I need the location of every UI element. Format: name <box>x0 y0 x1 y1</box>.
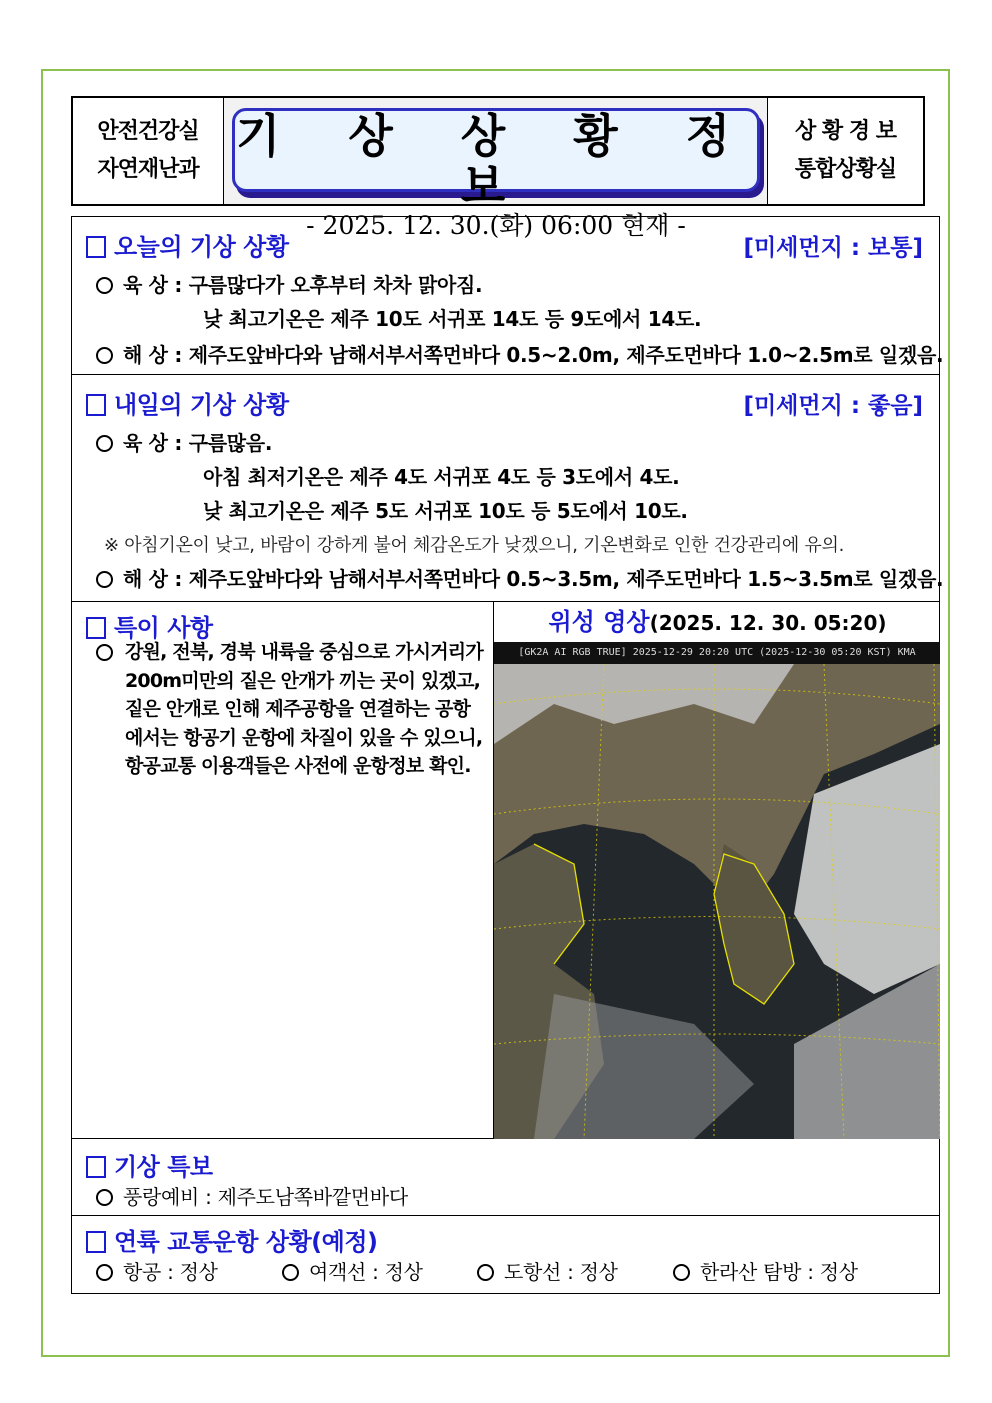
warning-heading <box>86 1147 213 1182</box>
circle-bullet-icon <box>96 1189 113 1206</box>
satellite-title <box>494 602 941 643</box>
heading-text: 기상 특보 <box>114 1153 213 1181</box>
text: 항공 : 정상 <box>123 1260 218 1284</box>
fine-dust-status: [미세먼지 : 보통] <box>743 235 923 261</box>
tomorrow-heading <box>86 385 289 420</box>
circle-bullet-icon <box>96 1264 113 1281</box>
heading-text: 내일의 기상 상황 <box>114 391 289 419</box>
traffic-ferry <box>282 1256 423 1285</box>
land-line-3: 낮 최고기온은 제주 5도 서귀포 10도 등 5도에서 10도. <box>203 499 688 523</box>
special-text <box>86 638 488 781</box>
checkbox-icon <box>86 394 106 416</box>
text-line: 항공교통 이용객들은 사전에 운항정보 확인. <box>125 755 471 777</box>
text: 여객선 : 정상 <box>309 1260 423 1284</box>
dept-left <box>73 98 223 204</box>
text-line: 에서는 항공기 운항에 차질이 있을 수 있으니, <box>125 726 483 749</box>
text: 한라산 탐방 : 정상 <box>700 1260 858 1284</box>
text-line: 강원, 전북, 경북 내륙을 중심으로 가시거리가 <box>125 641 483 663</box>
circle-bullet-icon <box>96 644 113 661</box>
title-banner <box>232 108 760 240</box>
text-line: 200m미만의 짙은 안개가 끼는 곳이 있겠고, <box>125 669 481 692</box>
satellite-image <box>494 642 940 1139</box>
text: 제주도앞바다와 남해서부서쪽먼바다 0.5~2.0m, 제주도먼바다 1.0~2.5m로 일겠음. <box>188 343 944 367</box>
checkbox-icon <box>86 236 106 258</box>
heading-text: 연륙 교통운항 상황(예정) <box>114 1228 378 1256</box>
label: 해 상 : <box>123 567 183 591</box>
traffic-air <box>96 1256 218 1285</box>
sea-line <box>96 339 943 368</box>
dept-right <box>767 98 923 204</box>
land-line <box>96 427 272 456</box>
sea-line <box>96 563 943 592</box>
traffic-island-ferry <box>477 1256 618 1285</box>
land-line-2: 아침 최저기온은 제주 4도 서귀포 4도 등 3도에서 4도. <box>203 465 680 489</box>
today-heading <box>86 227 289 262</box>
label: 해 상 : <box>123 343 183 367</box>
heading-text: 오늘의 기상 상황 <box>114 233 289 261</box>
fine-dust-status: [미세먼지 : 좋음] <box>743 393 923 419</box>
heading-text: 특이 사항 <box>114 614 213 642</box>
dept-sub: 자연재난과 <box>97 157 199 182</box>
page-title: 기 상 상 황 정 보 <box>235 109 757 213</box>
satellite-caption: [GK2A AI RGB TRUE] 2025-12-29 20:20 UTC (2025-12-30 05:20 KST) KMA <box>494 642 940 664</box>
office-sub: 통합상황실 <box>794 157 897 182</box>
circle-bullet-icon <box>96 571 113 588</box>
report-datetime: - 2025. 12. 30.(화) 06:00 현재 - <box>306 211 686 240</box>
title-text: 위성 영상 <box>548 608 650 636</box>
label: 육 상 : <box>123 273 183 297</box>
circle-bullet-icon <box>96 435 113 452</box>
warning-line <box>96 1181 408 1210</box>
circle-bullet-icon <box>477 1264 494 1281</box>
office-name: 상 황 경 보 <box>795 119 896 144</box>
label: 육 상 : <box>123 431 183 455</box>
checkbox-icon <box>86 1231 106 1253</box>
special-section <box>72 602 939 1139</box>
text-line: 짙은 안개로 인해 제주공항을 연결하는 공항 <box>125 698 471 720</box>
title-cell <box>223 98 767 240</box>
tomorrow-section <box>72 375 944 602</box>
health-note: ※ 아침기온이 낮고, 바람이 강하게 불어 체감온도가 낮겠으니, 기온변화로 인한 건강관리에 유의. <box>104 535 845 556</box>
traffic-section <box>72 1216 939 1294</box>
circle-bullet-icon <box>96 277 113 294</box>
checkbox-icon <box>86 617 106 639</box>
satellite-time: (2025. 12. 30. 05:20) <box>649 611 887 635</box>
text: 풍랑예비 : 제주도남쪽바깥먼바다 <box>123 1185 408 1209</box>
text: 도항선 : 정상 <box>504 1260 618 1284</box>
warning-section <box>72 1139 939 1216</box>
checkbox-icon <box>86 1156 106 1178</box>
traffic-hallasan <box>673 1256 858 1285</box>
text: 구름많음. <box>188 431 273 455</box>
land-line-2: 낮 최고기온은 제주 10도 서귀포 14도 등 9도에서 14도. <box>203 307 702 331</box>
satellite-map <box>494 664 940 1139</box>
dept-name: 안전건강실 <box>97 119 199 144</box>
today-section <box>72 217 944 375</box>
report-header <box>71 96 925 240</box>
circle-bullet-icon <box>673 1264 690 1281</box>
land-line <box>96 269 482 298</box>
text: 구름많다가 오후부터 차차 맑아짐. <box>188 273 483 297</box>
traffic-heading <box>86 1222 378 1257</box>
circle-bullet-icon <box>96 347 113 364</box>
circle-bullet-icon <box>282 1264 299 1281</box>
report-body <box>71 216 944 1294</box>
text: 제주도앞바다와 남해서부서쪽먼바다 0.5~3.5m, 제주도먼바다 1.5~3.5m로 일겠음. <box>188 567 944 591</box>
